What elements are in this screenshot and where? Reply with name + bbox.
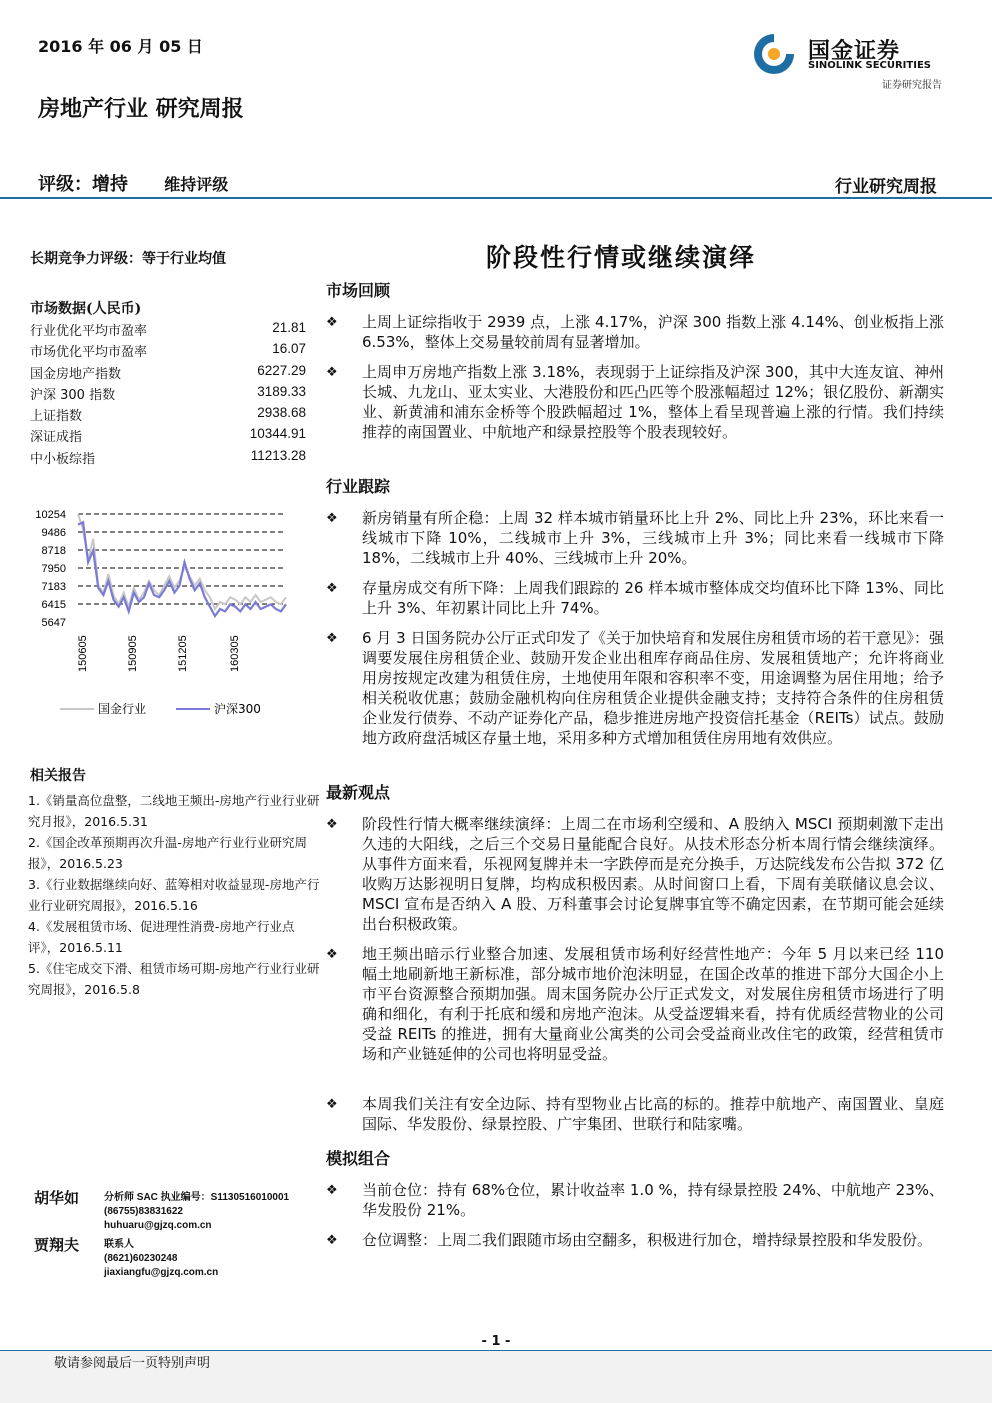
bullet-item — [326, 628, 946, 748]
analyst-title: 分析师 SAC 执业编号：S1130516010001 — [104, 1192, 290, 1203]
related-report-item[interactable]: 2.《国企改革预期再次升温-房地产行业行业研究周报》，2016.5.23 — [28, 835, 307, 871]
analyst-phone: (86755)83831622 — [104, 1206, 183, 1217]
bullet-item — [326, 508, 946, 568]
analyst-title: 联系人 — [104, 1239, 134, 1250]
x-tick-label: 160305 — [229, 635, 241, 672]
sinolink-logo — [752, 30, 948, 90]
page-number: - 1 - — [481, 1334, 511, 1349]
header-divider — [0, 197, 992, 199]
report-title: 房地产行业 研究周报 — [38, 96, 244, 122]
market-row — [30, 320, 306, 341]
market-label: 沪深 300 指数 — [30, 387, 116, 403]
bullet-item — [326, 814, 946, 934]
x-tick-label: 151205 — [177, 635, 189, 672]
market-label: 中小板综指 — [30, 451, 96, 467]
market-value: 21.81 — [272, 320, 306, 335]
y-tick-label: 5647 — [41, 617, 66, 629]
section-title: 市场回顾 — [326, 281, 391, 300]
analyst-email[interactable]: jiaxiangfu@gjzq.com.cn — [104, 1267, 219, 1278]
market-value: 6227.29 — [257, 362, 306, 378]
analyst-email[interactable]: huhuaru@gjzq.com.cn — [104, 1220, 212, 1231]
market-data-table — [30, 320, 306, 469]
x-tick-label: 150905 — [127, 635, 139, 672]
bullet-item — [326, 578, 946, 618]
diamond-bullet-icon: ❖ — [326, 315, 338, 330]
section-title: 行业跟踪 — [326, 477, 391, 496]
bullet-text: 上周上证综指收于 2939 点，上涨 4.17%，沪深 300 指数上涨 4.14%、创业板指上涨 6.53%，整体上交易量较前周有显著增加。 — [362, 313, 944, 351]
market-value: 10344.91 — [249, 426, 306, 442]
series-line-1 — [78, 522, 286, 616]
diamond-bullet-icon: ❖ — [326, 947, 338, 962]
y-tick-label: 7950 — [41, 563, 66, 575]
report-type: 行业研究周报 — [835, 177, 937, 197]
market-label: 上证指数 — [30, 409, 83, 425]
related-report-item[interactable]: 3.《行业数据继续向好、蓝筹相对收益显现-房地产行业行业研究周报》，2016.5.16 — [28, 877, 320, 913]
market-row — [30, 448, 306, 469]
diamond-bullet-icon: ❖ — [326, 1183, 338, 1198]
bullet-item — [326, 1180, 946, 1220]
y-tick-label: 10254 — [35, 509, 66, 521]
diamond-bullet-icon: ❖ — [326, 1233, 338, 1248]
market-row — [30, 426, 306, 447]
long-term-rating: 长期竞争力评级：等于行业均值 — [30, 251, 226, 267]
series-line-0 — [78, 514, 286, 609]
x-tick-label: 150605 — [77, 635, 89, 672]
diamond-bullet-icon: ❖ — [326, 631, 338, 646]
legend-label: 国金行业 — [98, 702, 147, 716]
analyst-phone: (8621)60230248 — [104, 1253, 178, 1264]
bullet-item — [326, 1094, 946, 1134]
related-report-item[interactable]: 5.《住宅成交下滑、租赁市场可期-房地产行业行业研究周报》，2016.5.8 — [28, 961, 320, 997]
rating: 评级：增持 — [38, 174, 128, 195]
diamond-bullet-icon: ❖ — [326, 365, 338, 380]
market-label: 国金房地产指数 — [30, 366, 122, 382]
report-date: 2016 年 06 月 05 日 — [38, 37, 203, 56]
diamond-bullet-icon: ❖ — [326, 1097, 338, 1112]
y-tick-label: 7183 — [41, 581, 66, 593]
bullet-text: 6 月 3 日国务院办公厅正式印发了《关于加快培育和发展住房租赁市场的若干意见》：强调要发展住房租赁企业、鼓励开发企业出租库存商品住房、发展租赁地产；允许将商业用房按规定改建为租赁住房，土地使用年限和容积率不变，用途调整为居住用地；给予相关税收优惠；鼓励金融机构向住房租赁企业提供金融支持；支持符合条件的住房租赁企业发行债券、不动产证券化产品，稳步推进房地产投资信托基金（REITs）试点。鼓励地方政府盘活城区存量土地，采用多种方式增加租赁住房用地有效供应。 — [362, 629, 944, 747]
analyst-info — [104, 1238, 218, 1280]
legend-label: 沪深300 — [214, 702, 261, 716]
related-report-item[interactable]: 1.《销量高位盘整，二线地王频出-房地产行业行业研究月报》，2016.5.31 — [28, 793, 320, 829]
market-value: 2938.68 — [257, 405, 306, 421]
related-reports-title: 相关报告 — [30, 768, 86, 784]
bullet-text: 上周申万房地产指数上涨 3.18%，表现弱于上证综指及沪深 300，其中大连友谊、神州长城、九龙山、亚太实业、大港股份和匹凸匹等个股涨幅超过 12%；银亿股份、新潮实业、新黄浦和浦东金桥等个股跌幅超过 1%，整体上看呈现普遍上涨的行情。我们持续推荐的南国置业、中航地产和绿景控股等个股表现较好。 — [362, 363, 944, 441]
y-tick-label: 9486 — [41, 527, 66, 539]
y-tick-label: 6415 — [41, 599, 66, 611]
section-title: 模拟组合 — [326, 1149, 391, 1168]
market-label: 行业优化平均市盈率 — [30, 324, 148, 339]
market-row — [30, 363, 306, 384]
market-row — [30, 405, 306, 426]
rating-keep: 维持评级 — [164, 175, 229, 194]
logo-mark-icon — [752, 32, 796, 76]
bullet-text: 新房销量有所企稳：上周 32 样本城市销量环比上升 2%、同比上升 23%，环比来看一线城市下降 10%，二线城市上升 3%，三线城市上升 3%；同比来看一线城市下降 18%，二线城市上升 40%、三线城市上升 20%。 — [362, 509, 944, 567]
market-row — [30, 341, 306, 362]
logo-english: SINOLINK SECURITIES — [808, 60, 931, 71]
bullet-text: 存量房成交有所下降：上周我们跟踪的 26 样本城市整体成交均值环比下降 13%、同比上升 3%、年初累计同比上升 74%。 — [362, 579, 944, 617]
section-title: 最新观点 — [326, 783, 391, 802]
y-tick-label: 8718 — [41, 545, 66, 557]
related-reports-list — [28, 790, 320, 1000]
bullet-item — [326, 1230, 946, 1250]
bullet-item — [326, 944, 946, 1064]
analyst-name: 贾翔夫 — [34, 1236, 80, 1254]
bullet-item — [326, 312, 946, 352]
market-value: 16.07 — [272, 341, 306, 357]
analyst-name: 胡华如 — [34, 1189, 80, 1207]
market-label: 市场优化平均市盈率 — [30, 345, 148, 361]
market-label: 深证成指 — [30, 430, 83, 446]
market-data-title: 市场数据(人民币) — [30, 301, 142, 317]
bullet-text: 当前仓位：持有 68%仓位，累计收益率 1.0 %，持有绿景控股 24%、中航地产 23%、华发股份 21%。 — [362, 1181, 944, 1219]
market-value: 11213.28 — [250, 447, 306, 463]
market-value: 3189.33 — [257, 383, 306, 399]
bullet-text: 阶段性行情大概率继续演绎：上周二在市场利空缓和、A 股纳入 MSCI 预期刺激下走出久违的大阳线，之后三个交易日量能配合良好。从技术形态分析本周行情会继续演绎。从事件方面来看，乐视网复牌并未一字跌停而是充分换手，万达院线发布公告拟 372 亿收购万达影视明日复牌，均构成积极因素。从时间窗口上看，下周有美联储议息会议、MSCI 宣布是否纳入 A 股、万科董事会讨论复牌事宜等不确定因素，在节期可能会延续出台积极政策。 — [362, 815, 944, 933]
diamond-bullet-icon: ❖ — [326, 817, 338, 832]
disclaimer-note: 敬请参阅最后一页特别声明 — [54, 1356, 211, 1371]
bullet-item — [326, 362, 946, 442]
rating-row — [38, 170, 228, 196]
bullet-text: 本周我们关注有安全边际、持有型物业占比高的标的。推荐中航地产、南国置业、皇庭国际、华发股份、绿景控股、广宇集团、世联行和陆家嘴。 — [362, 1095, 944, 1133]
market-row — [30, 384, 306, 405]
logo-subtitle: 证券研究报告 — [882, 80, 942, 91]
related-report-item[interactable]: 4.《发展租赁市场、促进理性消费-房地产行业点评》，2016.5.11 — [28, 919, 295, 955]
index-line-chart — [30, 500, 300, 730]
diamond-bullet-icon: ❖ — [326, 511, 338, 526]
logo-chinese: 国金证券 — [808, 39, 901, 64]
headline: 阶段性行情或继续演绎 — [486, 243, 757, 272]
analyst-info — [104, 1191, 289, 1233]
bullet-text: 仓位调整：上周二我们跟随市场由空翻多，积极进行加仓，增持绿景控股和华发股份。 — [362, 1231, 933, 1249]
bullet-text: 地王频出暗示行业整合加速、发展租赁市场利好经营性地产：今年 5 月以来已经 110 幅土地刷新地王新标准，部分城市地价泡沫明显，在国企改革的推进下部分大国企小上市平台资源整合预期加强。周末国务院办公厅正式发文，对发展住房租赁市场进行了明确和细化，有利于托底和缓和房地产泡沫。从受益逻辑来看，持有优质经营物业的公司受益 REITs 的推进，拥有大量商业公寓类的公司会受益商业改住宅的政策，经营租赁市场和产业链延伸的公司也将明显受益。 — [362, 945, 944, 1063]
diamond-bullet-icon: ❖ — [326, 581, 338, 596]
